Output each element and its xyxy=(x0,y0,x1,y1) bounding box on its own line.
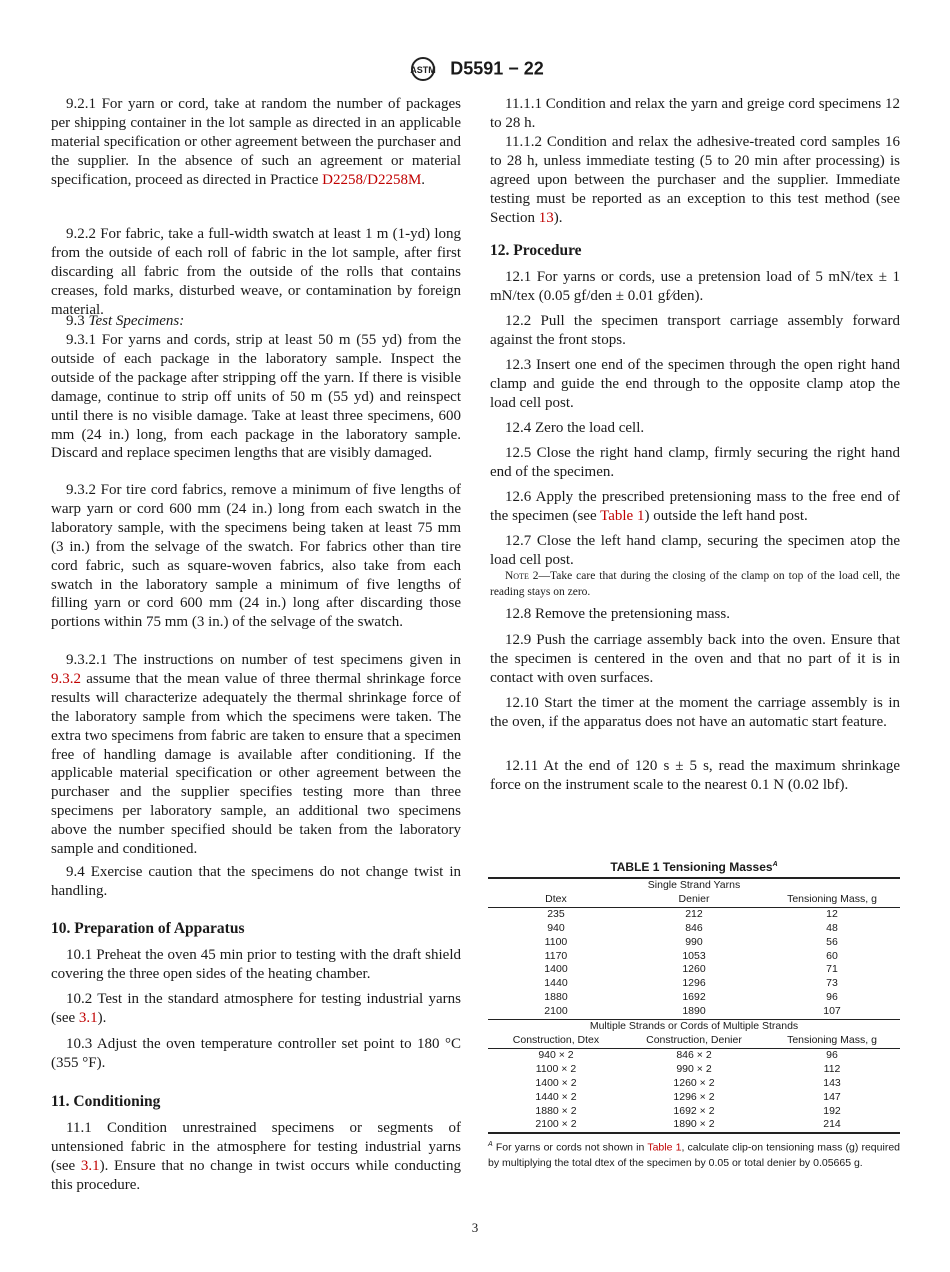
paragraph-text: 12.2 Pull the specimen transport carriage assembly forward against the front stops. xyxy=(490,313,900,348)
table-footnote xyxy=(488,1137,900,1171)
table-cell: 1296 xyxy=(682,977,706,990)
table-cell: 1880 xyxy=(544,991,568,1004)
table-cell: 71 xyxy=(826,963,838,976)
cross-reference-link[interactable]: 3.1 xyxy=(80,1157,100,1174)
table-cell: 143 xyxy=(823,1076,841,1089)
cross-reference-link[interactable]: 13 xyxy=(538,209,554,226)
paragraph-10-2 xyxy=(51,990,461,1028)
svg-text:ASTM: ASTM xyxy=(410,65,436,75)
paragraph-11-1-2 xyxy=(490,133,900,228)
table-cell: 56 xyxy=(826,935,838,948)
table-cell: 1296 × 2 xyxy=(673,1090,715,1103)
paragraph-9-3-1 xyxy=(51,331,461,463)
table-cell: 96 xyxy=(826,991,838,1004)
table-title xyxy=(488,860,900,874)
table-title-footnote-marker: A xyxy=(772,861,778,868)
table-cell: 96 xyxy=(826,1048,838,1061)
table-row xyxy=(488,1048,900,1062)
table-cell: 1400 xyxy=(544,963,568,976)
paragraph-text: 10.3 Adjust the oven temperature controller set point to 180 °C (355 °F). xyxy=(51,1036,461,1071)
section-heading xyxy=(51,1093,461,1112)
table-row xyxy=(488,1077,900,1091)
table-title-text: TABLE 1 Tensioning Masses xyxy=(610,860,773,874)
table-cell: 112 xyxy=(823,1062,841,1075)
paragraph-text: 12. Procedure xyxy=(490,242,582,259)
table-row xyxy=(488,950,900,964)
table-row xyxy=(488,1105,900,1119)
section-heading xyxy=(51,920,461,939)
cross-reference-link[interactable]: 3.1 xyxy=(78,1009,98,1026)
paragraph-text: 9.2.1 For yarn or cord, take at random the number of packages per shipping container in the lot sample as directed in an applicable material specification or other agreement between the purchaser and the supplier. In the absence of such an agreement or material specification, proceed as directed in Practice xyxy=(51,96,461,188)
table-cell: 940 × 2 xyxy=(538,1048,574,1061)
table-1 xyxy=(488,860,900,1171)
table-cell: 940 xyxy=(547,921,565,934)
paragraph-12-7 xyxy=(490,532,900,570)
table-cell: 214 xyxy=(823,1118,841,1131)
table-cell: Construction, Denier xyxy=(646,1033,742,1046)
paragraph-9-3-2-1 xyxy=(51,651,461,859)
table-cell: 147 xyxy=(823,1090,841,1103)
table-row xyxy=(488,1063,900,1077)
italic-text: Test Specimens: xyxy=(88,313,185,329)
note-label: Note xyxy=(505,570,529,582)
table-cell: 73 xyxy=(826,977,838,990)
paragraph-10-3 xyxy=(51,1035,461,1073)
paragraph-9-2-2 xyxy=(51,225,461,320)
paragraph-text: 9.3.2.1 The instructions on number of test specimens given in xyxy=(66,652,461,668)
paragraph-text: 11.1.2 Condition and relax the adhesive-treated cord samples 16 to 28 h, unless immediate testing (5 to 20 min after processing) is agreed upon between the purchaser and the supplier. Immediate testing must be reported as an exception to this test method (see Section xyxy=(490,134,900,226)
table-row xyxy=(488,922,900,936)
paragraph-9-4 xyxy=(51,863,461,901)
table-row xyxy=(488,1091,900,1105)
paragraph-9-3-2 xyxy=(51,481,461,632)
table-cell: 107 xyxy=(823,1005,841,1018)
paragraph-text: ). xyxy=(97,1009,107,1026)
table-section-label: Multiple Strands or Cords of Multiple Strands xyxy=(589,1020,799,1033)
table-cell: 2100 xyxy=(544,1005,568,1018)
paragraph-12-11 xyxy=(490,757,900,795)
table-cell: 1100 × 2 xyxy=(535,1062,577,1075)
paragraph-text: ). xyxy=(553,209,563,226)
table-cell: 1260 xyxy=(682,963,706,976)
paragraph-text: 9.3.2 For tire cord fabrics, remove a minimum of five lengths of warp yarn or cord 600 mm (24 in.) long from each swatch in the laboratory sample, with the specimens being taken at least 75 mm (3 in.) from the selvage of the swatch. For fabrics other than tire cord fabric, such as square-woven fabrics, also take from each swatch in the laboratory sample a minimum of five lengths of filling yarn or cord 600 mm (24 in.) long after discarding those portions within 75 mm (3 in.) of the selvage of the swatch. xyxy=(51,482,461,631)
table-row xyxy=(488,1005,900,1019)
table-cell: 1890 × 2 xyxy=(673,1118,715,1131)
table-cell: 1692 × 2 xyxy=(673,1104,715,1117)
table-row xyxy=(488,1118,900,1133)
paragraph-12-6 xyxy=(490,488,900,526)
paragraph-text: 12.11 At the end of 120 s ± 5 s, read the maximum shrinkage force on the instrument scale to the nearest 0.1 N (0.02 lbf). xyxy=(490,758,900,793)
table-section-row xyxy=(488,878,900,893)
paragraph-text: 12.1 For yarns or cords, use a pretension load of 5 mN/tex ± 1 mN/tex (0.05 gf/den ± 0.01 gf⁄den). xyxy=(490,269,900,304)
table-cell: 1100 xyxy=(544,935,568,948)
footnote-text: , calculate clip-on tensioning mass (g) required by multiplying the total dtex of the specimen by 0.05 or total denier by 0.05665 g. xyxy=(488,1141,900,1169)
paragraph-12-2 xyxy=(490,312,900,350)
tensioning-masses-table xyxy=(488,877,900,1134)
paragraph-12-1 xyxy=(490,268,900,306)
astm-logo-icon xyxy=(406,56,440,82)
table-row xyxy=(488,963,900,977)
paragraph-9-2-1 xyxy=(51,95,461,190)
table-cell: Dtex xyxy=(545,892,567,905)
paragraph-12-5 xyxy=(490,444,900,482)
table-section-row xyxy=(488,1020,900,1034)
table-row xyxy=(488,991,900,1005)
paragraph-text: 12.8 Remove the pretensioning mass. xyxy=(505,606,730,622)
table-cell: 990 × 2 xyxy=(676,1062,712,1075)
table-cell: 60 xyxy=(826,949,838,962)
table-cell: Tensioning Mass, g xyxy=(787,892,877,905)
table-cell: 846 xyxy=(685,921,703,934)
paragraph-12-9 xyxy=(490,631,900,688)
note xyxy=(490,568,900,600)
paragraph-text: 11. Conditioning xyxy=(51,1093,161,1110)
paragraph-text: 9.2.2 For fabric, take a full-width swatch at least 1 m (1-yd) long from the outside of each roll of fabric in the lot sample, after first discarding all fabric from the outside of the rolls that contains creases, fold marks, disturbed weave, or contamination by foreign material. xyxy=(51,226,461,318)
table-header-row xyxy=(488,893,900,907)
paragraph-text: 2—Take care that during the closing of the clamp on top of the load cell, the reading stays on zero. xyxy=(490,570,900,598)
paragraph-text: 11.1.1 Condition and relax the yarn and greige cord specimens 12 to 28 h. xyxy=(490,96,900,131)
footnote-text: For yarns or cords not shown in xyxy=(492,1141,648,1154)
table-cell: 1880 × 2 xyxy=(535,1104,577,1117)
paragraph-text: 12.7 Close the left hand clamp, securing the specimen atop the load cell post. xyxy=(490,533,900,568)
paragraph-12-4 xyxy=(490,419,900,438)
cross-reference-link[interactable]: 9.3.2 xyxy=(51,670,81,687)
table-cell: Tensioning Mass, g xyxy=(787,1033,877,1046)
table-row xyxy=(488,907,900,921)
paragraph-11-1 xyxy=(51,1119,461,1195)
paragraph-11-1-1 xyxy=(490,95,900,133)
table-cell: 1400 × 2 xyxy=(535,1076,577,1089)
page-header xyxy=(0,56,950,82)
table-cell: 212 xyxy=(685,907,703,920)
paragraph-text: 9.3 xyxy=(66,313,89,329)
paragraph-text: 10.2 Test in the standard atmosphere for testing industrial yarns (see xyxy=(51,991,461,1026)
paragraph-text: 11.1 Condition unrestrained specimens or segments of untensioned fabric in the atmosphere for testing industrial yarns (see xyxy=(51,1120,461,1174)
table-section-label: Single Strand Yarns xyxy=(647,879,741,891)
paragraph-text: ). Ensure that no change in twist occurs while conducting this procedure. xyxy=(51,1157,461,1193)
table-cell: 1260 × 2 xyxy=(673,1076,715,1089)
paragraph-text: 10.1 Preheat the oven 45 min prior to testing with the draft shield covering the three open sides of the heating chamber. xyxy=(51,947,461,982)
table-cell: 1053 xyxy=(682,949,706,962)
document-id: D5591 − 22 xyxy=(450,58,544,79)
paragraph-text: 12.9 Push the carriage assembly back into the oven. Ensure that the specimen is centered in the oven and that no part of it is in contact with oven surfaces. xyxy=(490,632,900,686)
paragraph-text: 9.3.1 For yarns and cords, strip at least 50 m (55 yd) from the outside of each package in the laboratory sample. Inspect the outside of the package after stripping off the yarn. If there is visible damage, continue to strip off units of 50 m (55 yd) and reinspect until there is no visible damage. Take at least three specimens, 600 mm (24 in.) long, from each package in the laboratory sample. Discard and replace specimen lengths that are visibly damaged. xyxy=(51,332,461,462)
table-cell: Denier xyxy=(678,892,710,905)
paragraph-text: assume that the mean value of three thermal shrinkage force results will characterize adequately the thermal shrinkage force of the laboratory sample from which the specimens were taken. The extra two specimens from fabric are taken to ensure that a specimen free of handling damage is available after conditioning. If the applicable material specification or other agreement between the purchaser and the supplier specifies testing more than three specimens per laboratory sample, an additional two specimens above the number specified should be taken from the laboratory sample and conditioned. xyxy=(51,670,461,858)
paragraph-12-10 xyxy=(490,694,900,732)
table-cell: 1170 xyxy=(544,949,568,962)
table-cell: 235 xyxy=(547,907,565,920)
table-cell: 48 xyxy=(826,921,838,934)
paragraph-text: 9.4 Exercise caution that the specimens do not change twist in handling. xyxy=(51,864,461,899)
paragraph-12-3 xyxy=(490,356,900,413)
table-header-row xyxy=(488,1034,900,1048)
table-cell: 1440 xyxy=(544,977,568,990)
section-heading xyxy=(490,242,900,261)
table-row xyxy=(488,977,900,991)
table-cell: 1890 xyxy=(682,1005,706,1018)
table-cell: Construction, Dtex xyxy=(512,1033,600,1046)
table-cell: 846 × 2 xyxy=(676,1048,712,1061)
paragraph-text: . xyxy=(421,171,426,188)
table-cell: 12 xyxy=(826,907,838,920)
paragraph-text: ) outside the left hand post. xyxy=(644,507,808,524)
paragraph-text: 12.3 Insert one end of the specimen through the open right hand clamp and guide the end through to the opposite clamp atop the load cell post. xyxy=(490,357,900,411)
paragraph-9-3 xyxy=(51,312,461,331)
cross-reference-link[interactable]: Table 1 xyxy=(600,507,645,524)
paragraph-10-1 xyxy=(51,946,461,984)
page-number: 3 xyxy=(471,1220,479,1235)
cross-reference-link[interactable]: D2258/D2258M xyxy=(322,171,422,188)
table-cell: 1440 × 2 xyxy=(535,1090,577,1103)
paragraph-12-8 xyxy=(490,605,900,624)
paragraph-text: 10. Preparation of Apparatus xyxy=(51,920,245,937)
paragraph-text: 12.5 Close the right hand clamp, firmly securing the right hand end of the specimen. xyxy=(490,445,900,480)
table-row xyxy=(488,936,900,950)
paragraph-text: 12.6 Apply the prescribed pretensioning mass to the free end of the specimen (see xyxy=(490,489,900,524)
table-cell: 2100 × 2 xyxy=(535,1118,577,1131)
footnote-marker: A xyxy=(488,1141,493,1149)
table-1-link[interactable]: Table 1 xyxy=(647,1141,682,1154)
table-cell: 1692 xyxy=(682,991,706,1004)
paragraph-text: 12.10 Start the timer at the moment the carriage assembly is in the oven, if the apparatus does not have an automatic start feature. xyxy=(490,695,900,730)
paragraph-text: 12.4 Zero the load cell. xyxy=(505,420,645,436)
table-cell: 192 xyxy=(823,1104,841,1117)
table-cell: 990 xyxy=(685,935,703,948)
